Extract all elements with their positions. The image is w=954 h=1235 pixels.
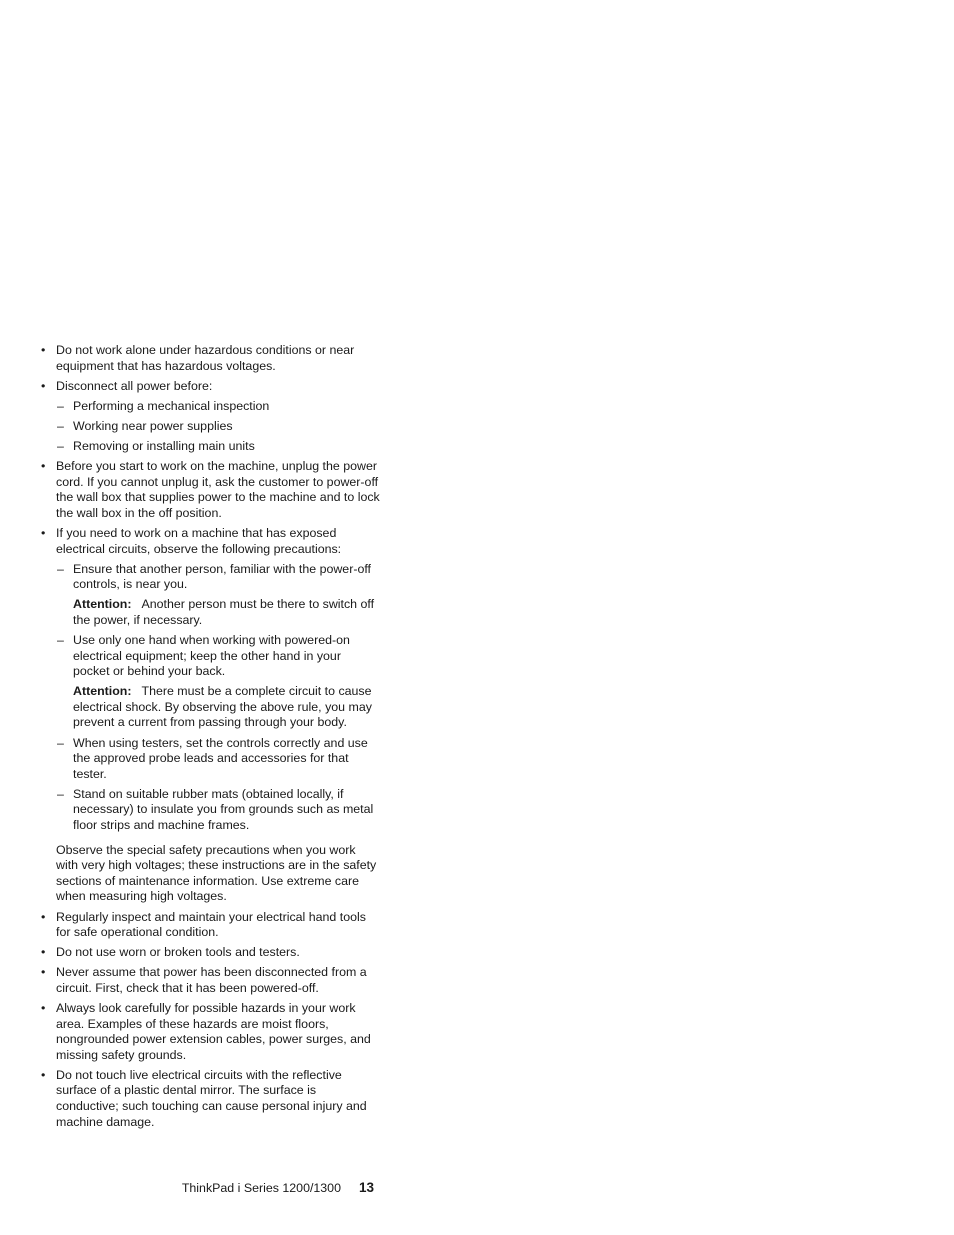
list-item-text: Regularly inspect and maintain your electrical hand tools for safe operational condition. <box>56 909 366 940</box>
dash-marker: – <box>57 786 64 801</box>
bullet-marker: • <box>41 525 46 540</box>
dash-marker: – <box>57 735 64 750</box>
sub-list-item-text: Removing or installing main units <box>73 438 255 453</box>
list-item <box>40 910 380 941</box>
list-item <box>40 343 380 374</box>
bullet-marker: • <box>41 909 46 924</box>
safety-list-column <box>40 343 380 1135</box>
sub-list-item-text: Stand on suitable rubber mats (obtained locally, if necessary) to insulate you from grounds such as metal floor strips and machine frames. <box>73 786 374 833</box>
dash-marker: – <box>57 438 64 453</box>
list-item-text: Before you start to work on the machine, unplug the power cord. If you cannot unplug it, ask the customer to power-off the wall box that supplies power to the machine and to lock the wall box in the off position. <box>56 459 380 520</box>
list-item-text: Do not use worn or broken tools and testers. <box>56 945 300 960</box>
sub-list-item-text: Ensure that another person, familiar with the power-off controls, is near you. <box>73 561 371 592</box>
sub-list-item <box>40 439 380 455</box>
list-item <box>40 945 380 961</box>
footer-title: ThinkPad i Series 1200/1300 <box>181 1181 341 1195</box>
attention-label: Attention: <box>73 597 132 612</box>
list-item-text: If you need to work on a machine that has exposed electrical circuits, observe the following precautions: <box>56 525 342 556</box>
attention-label: Attention: <box>73 684 132 699</box>
list-item-text: Do not work alone under hazardous conditions or near equipment that has hazardous voltages. <box>56 343 355 373</box>
sub-list-item-text: When using testers, set the controls correctly and use the approved probe leads and accessories for that tester. <box>73 735 368 781</box>
bullet-marker: • <box>41 1067 46 1082</box>
page-footer <box>182 1180 374 1197</box>
list-item-text: Always look carefully for possible hazards in your work area. Examples of these hazards are moist floors, nongrounded power extension cables, power surges, and missing safety grounds. <box>56 1000 371 1062</box>
sub-list-item-text: Working near power supplies <box>73 418 233 433</box>
bullet-marker: • <box>41 1000 46 1015</box>
list-item-text: Never assume that power has been disconnected from a circuit. First, check that it has been powered-off. <box>56 965 367 995</box>
sub-list-item <box>40 736 380 783</box>
bullet-marker: • <box>41 459 46 474</box>
attention-text: Another person must be there to switch off the power, if necessary. <box>73 597 375 627</box>
dash-marker: – <box>57 633 64 647</box>
list-item <box>40 1001 380 1063</box>
list-item <box>40 379 380 455</box>
bullet-marker: • <box>41 965 46 980</box>
sub-list-item-text: Performing a mechanical inspection <box>73 398 270 413</box>
list-item-text: Disconnect all power before: <box>56 378 213 393</box>
sub-list-item <box>40 787 380 834</box>
attention-note <box>73 684 380 731</box>
sub-list-item-text: Use only one hand when working with powered-on electrical equipment; keep the other hand in your pocket or behind your back. <box>73 633 350 679</box>
sub-list-item <box>40 562 380 629</box>
attention-note <box>73 597 380 628</box>
dash-marker: – <box>57 418 64 433</box>
attention-text: There must be a complete circuit to cause electrical shock. By observing the above rule, you may prevent a current from passing through your body. <box>73 684 372 730</box>
sub-list-item <box>40 399 380 415</box>
dash-marker: – <box>57 561 64 576</box>
high-voltage-paragraph: Observe the special safety precautions when you work with very high voltages; these instructions are in the safety sections of maintenance information. Use extreme care when measuring high voltages. <box>56 842 377 904</box>
list-item <box>40 459 380 521</box>
bullet-marker: • <box>41 945 46 960</box>
sub-list-item <box>40 419 380 435</box>
page-number: 13 <box>358 1180 374 1195</box>
sub-list-item <box>40 633 380 731</box>
list-item <box>40 526 380 834</box>
bullet-marker: • <box>41 343 46 357</box>
dash-marker: – <box>57 398 64 413</box>
list-item <box>40 1068 380 1130</box>
bullet-marker: • <box>41 378 46 393</box>
list-item <box>40 965 380 996</box>
list-item-text: Do not touch live electrical circuits with the reflective surface of a plastic dental mirror. The surface is conductive; such touching can cause personal injury and machine damage. <box>56 1067 367 1129</box>
